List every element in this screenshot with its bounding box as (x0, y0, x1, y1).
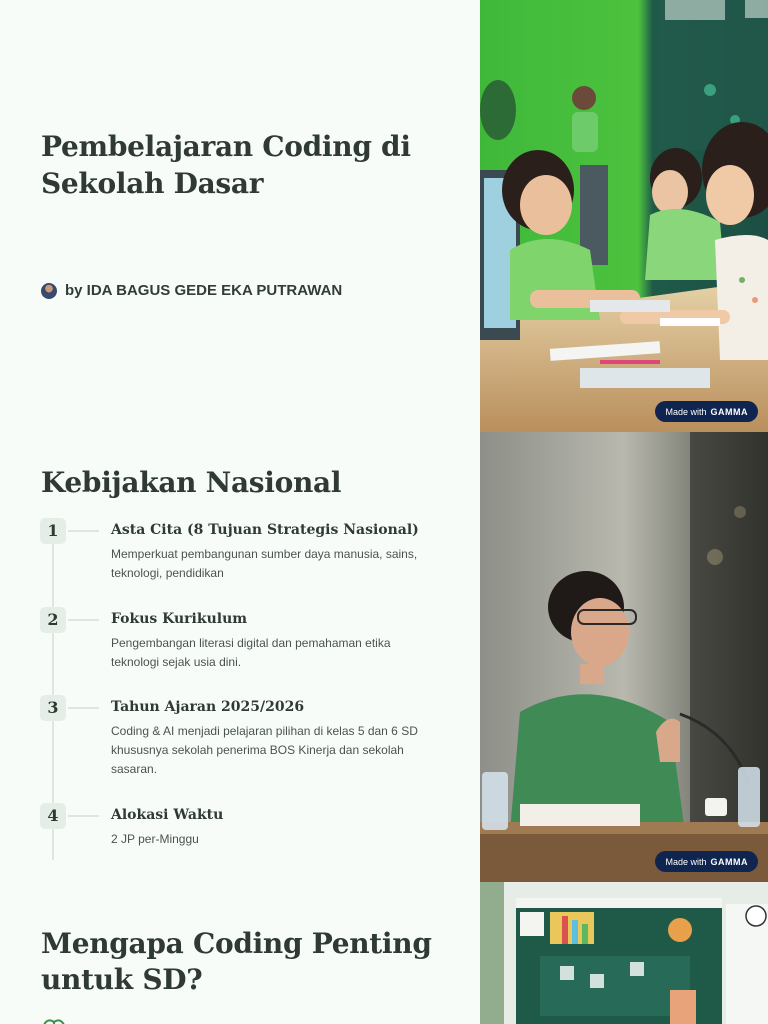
classroom-board-photo (480, 882, 768, 1024)
official-speaking-photo (480, 432, 768, 882)
connector (68, 707, 99, 709)
policy-text-panel (0, 432, 480, 882)
connector (68, 815, 99, 817)
step-number: 4 (40, 803, 66, 829)
step-description: Memperkuat pembangunan sumber daya manusia, sains, teknologi, pendidikan (111, 547, 418, 580)
author-name: by IDA BAGUS GEDE EKA PUTRAWAN (65, 282, 343, 299)
avatar (41, 283, 57, 299)
step-title: Fokus Kurikulum (111, 611, 248, 627)
author-byline (41, 282, 342, 299)
hero-slide (0, 0, 768, 432)
made-with-gamma-badge[interactable] (655, 851, 758, 872)
step-title: Tahun Ajaran 2025/2026 (111, 699, 305, 715)
step-title: Asta Cita (8 Tujuan Strategis Nasional) (111, 522, 419, 538)
connector (68, 619, 99, 621)
section-heading: Kebijakan Nasional (41, 466, 342, 499)
section-heading: Mengapa Coding Penting untuk SD? (41, 927, 432, 996)
why-coding-slide (0, 882, 768, 1024)
official-image (480, 432, 768, 882)
leaf-icon (41, 1016, 67, 1024)
hero-text-panel (0, 0, 480, 432)
page-title: Pembelajaran Coding di Sekolah Dasar (41, 130, 411, 200)
badge-brand: GAMMA (710, 406, 748, 417)
classroom-board-image (480, 882, 768, 1024)
children-coding-photo (480, 0, 768, 432)
badge-prefix: Made with (665, 856, 707, 867)
badge-brand: GAMMA (710, 856, 748, 867)
step-description: 2 JP per-Minggu (111, 832, 199, 846)
classroom-image (480, 0, 768, 432)
why-text-panel (0, 882, 480, 1024)
step-number: 2 (40, 607, 66, 633)
made-with-gamma-badge[interactable] (655, 401, 758, 422)
step-title: Alokasi Waktu (111, 807, 224, 823)
badge-prefix: Made with (665, 406, 707, 417)
step-description: Coding & AI menjadi pelajaran pilihan di kelas 5 dan 6 SD khususnya sekolah penerima BOS Kinerja dan sekolah sasaran. (111, 724, 418, 776)
step-number: 1 (40, 518, 66, 544)
step-number: 3 (40, 695, 66, 721)
policy-slide (0, 432, 768, 882)
step-description: Pengembangan literasi digital dan pemahaman etika teknologi sejak usia dini. (111, 636, 391, 669)
connector (68, 530, 99, 532)
